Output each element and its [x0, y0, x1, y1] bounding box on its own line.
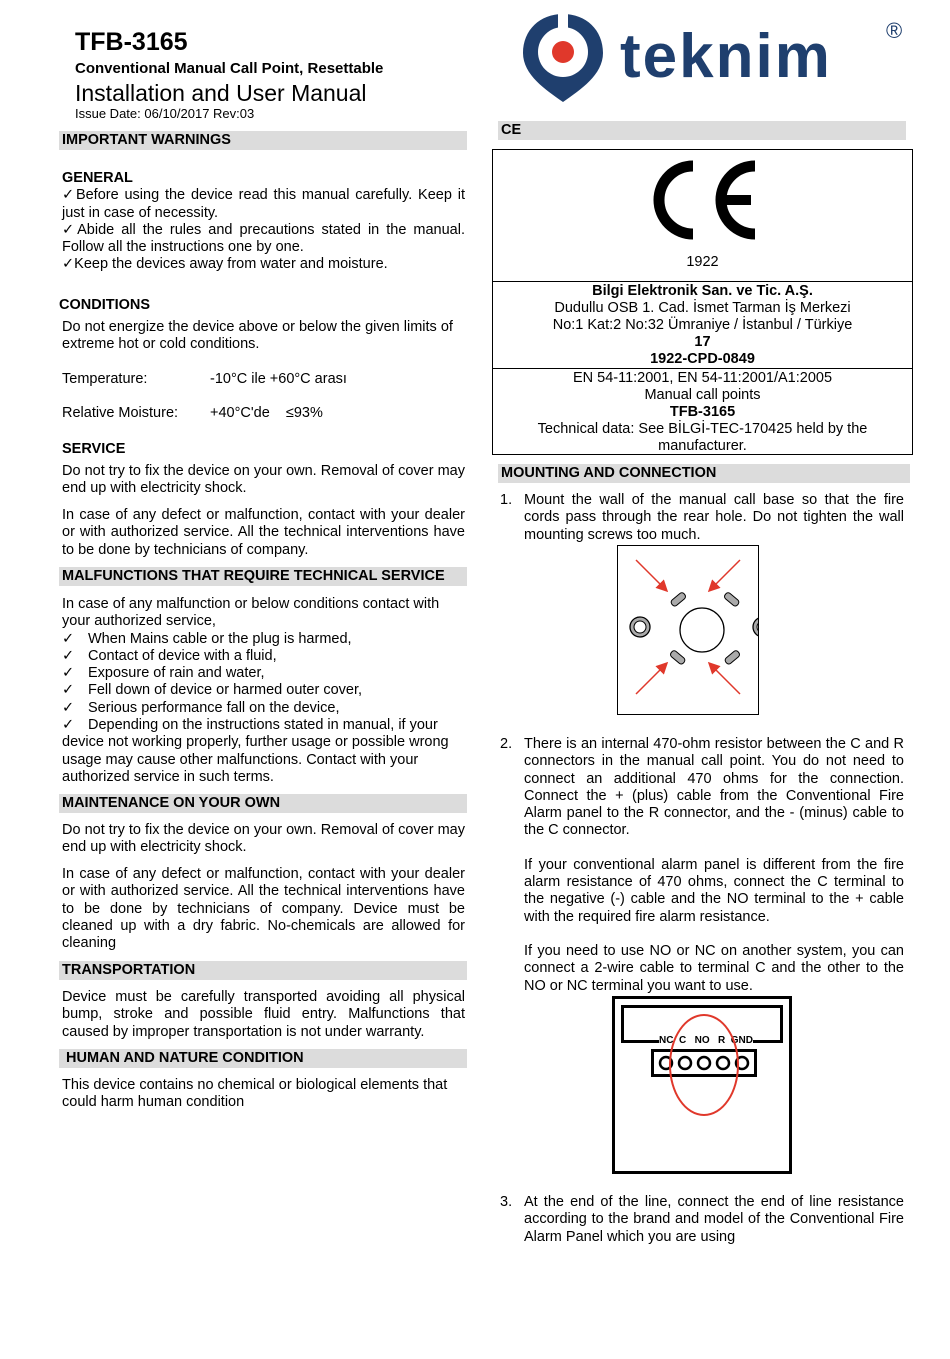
mounting-heading: MOUNTING AND CONNECTION	[498, 464, 910, 483]
temperature-label: Temperature:	[62, 371, 148, 387]
step-text: Mount the wall of the manual call base so that the fire cords pass through the rear hole. Do not tighten the wall mounting screws too much.	[524, 492, 904, 543]
terminal-labels: NC C NO R GND	[659, 1035, 753, 1046]
terminal-diagram	[612, 996, 792, 1174]
step-text: At the end of the line, connect the end of line resistance according to the brand and model of the Conventional Fire Alarm Panel which you are using	[524, 1194, 904, 1245]
ce-year: 17	[694, 334, 711, 350]
document-title: Installation and User Manual	[75, 80, 367, 106]
company-address-1: Dudullu OSB 1. Cad. İsmet Tarman İş Merkezi	[554, 300, 851, 316]
temperature-value: -10°C ile +60°C arası	[210, 371, 347, 387]
list-item: ✓ Exposure of rain and water,	[62, 665, 265, 682]
ce-model: TFB-3165	[669, 404, 736, 420]
malfunctions-intro: In case of any malfunction or below conditions contact with your authorized service,	[62, 596, 440, 630]
moisture-label: Relative Moisture:	[62, 405, 179, 421]
step-3	[500, 1194, 904, 1246]
conditions-text: Do not energize the device above or below the given limits of extreme hot or cold conditions.	[62, 319, 453, 353]
ce-product: Manual call points	[644, 387, 761, 403]
service-title: SERVICE	[62, 441, 126, 457]
list-item: ✓ When Mains cable or the plug is harmed,	[62, 630, 352, 647]
malfunctions-section	[62, 596, 465, 786]
mounting-diagram	[617, 545, 759, 715]
step-text: If your conventional alarm panel is different from the fire alarm resistance of 470 ohms, connect the C terminal to the negative (-) cable and the NO terminal to the + cable with the required fire alarm resistance.	[524, 856, 904, 925]
malfunctions-heading: MALFUNCTIONS THAT REQUIRE TECHNICAL SERVICE	[59, 567, 467, 586]
ce-heading: CE	[498, 121, 906, 140]
list-item: ✓ Fell down of device or harmed outer cover,	[62, 682, 363, 699]
list-item: ✓ Serious performance fall on the device,	[62, 699, 340, 716]
document-model: TFB-3165	[75, 28, 188, 56]
ce-company-block	[493, 281, 912, 368]
list-item: ✓ Depending on the instructions stated in manual, if your device not working properly, further usage or possible wrong usage may cause other malfunctions. Contact with your authorized service in such terms.	[62, 717, 449, 785]
important-warnings-heading: IMPORTANT WARNINGS	[59, 131, 467, 150]
transportation-heading: TRANSPORTATION	[59, 961, 467, 980]
highlight-circle	[669, 1014, 739, 1116]
step-number: 1.	[500, 492, 513, 508]
list-item: ✓ Contact of device with a fluid,	[62, 647, 277, 664]
maintenance-text-2: In case of any defect or malfunction, contact with your dealer or with authorized service. All the technical interventions have to be done by technicians of company. Device must be cleaned up with a dry fabric. No-chemicals are allowed for cleaning	[62, 866, 465, 952]
step-number: 3.	[500, 1194, 513, 1210]
moisture-row	[62, 405, 323, 422]
human-text: This device contains no chemical or biological elements that could harm human condition	[62, 1077, 448, 1111]
moisture-value: +40°C'de ≤93%	[210, 405, 323, 421]
ce-mark-icon	[643, 160, 763, 244]
company-name: Bilgi Elektronik San. ve Tic. A.Ş.	[592, 283, 813, 299]
ce-standard: EN 54-11:2001, EN 54-11:2001/A1:2005	[572, 370, 833, 386]
brand-name: teknim	[620, 22, 832, 91]
human-heading: HUMAN AND NATURE CONDITION	[59, 1049, 467, 1068]
temperature-row	[62, 371, 347, 388]
step-1	[500, 492, 904, 544]
product-name: Conventional Manual Call Point, Resettable	[75, 60, 384, 77]
step-text: If you need to use NO or NC on another system, you can connect a 2-wire cable to terminal C and the other to the NO or NC terminal you want to use.	[524, 942, 904, 994]
general-line: ✓Keep the devices away from water and moisture.	[62, 256, 388, 273]
service-text-2: In case of any defect or malfunction, contact with your dealer or with authorized service. All the technical interventions have to be done by technicians of company.	[62, 507, 465, 558]
ce-technical-data: Technical data: See BİLGİ-TEC-170425 held by the manufacturer.	[537, 421, 868, 454]
transportation-text: Device must be carefully transported avoiding all physical bump, stroke and possible fluid entry. Malfunctions that caused by improper transportation is not under warranty.	[62, 989, 465, 1040]
step-text: There is an internal 470-ohm resistor between the C and R connectors in the manual call point. You do not need to connect an additional 470 ohms for the connection. Connect the + (plus) cable from the Conventional Fire Alarm panel to the R connector, and the - (minus) cable to the C connector.	[524, 736, 904, 839]
company-address-2: No:1 Kat:2 No:32 Ümraniye / İstanbul / Türkiye	[552, 317, 853, 333]
conditions-title: CONDITIONS	[59, 297, 151, 313]
maintenance-heading: MAINTENANCE ON YOUR OWN	[59, 794, 467, 813]
ce-standard-block	[493, 368, 912, 455]
service-text-1: Do not try to fix the device on your own. Removal of cover may end up with electricity shock.	[62, 463, 465, 497]
notified-body-number: 1922	[686, 254, 719, 270]
general-line: ✓Abide all the rules and precautions stated in the manual. Follow all the instructions one by one.	[62, 221, 465, 256]
issue-date: Issue Date: 06/10/2017 Rev:03	[75, 106, 255, 121]
step-number: 2.	[500, 736, 513, 752]
registered-mark: ®	[886, 18, 903, 43]
ce-declaration-box	[492, 149, 913, 455]
teknim-logo	[518, 10, 913, 105]
general-section	[62, 170, 465, 274]
ce-certificate: 1922-CPD-0849	[650, 351, 755, 367]
maintenance-text-1: Do not try to fix the device on your own. Removal of cover may end up with electricity shock.	[62, 822, 465, 856]
general-title: GENERAL	[62, 170, 133, 186]
general-line: ✓Before using the device read this manual carefully. Keep it just in case of necessity.	[62, 187, 465, 221]
step-2	[500, 736, 904, 995]
